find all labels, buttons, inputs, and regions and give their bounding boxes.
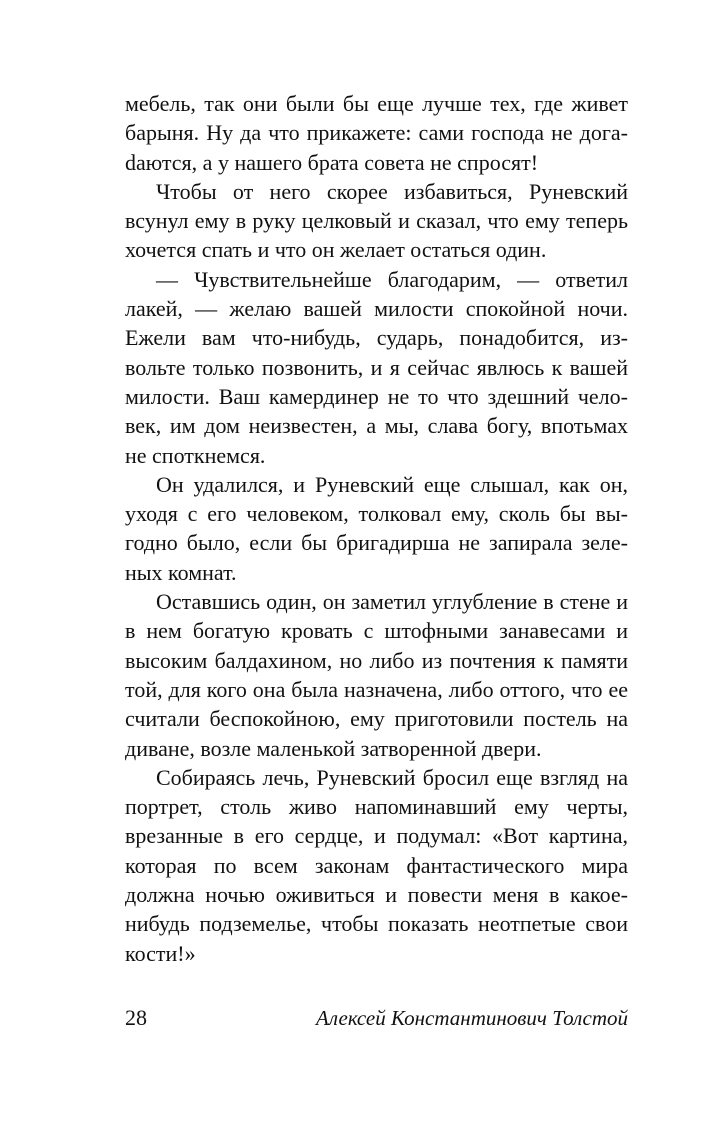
paragraph: Он удалился, и Руневский еще слышал, как он, уходя с его человеком, толковал ему, сколь бы выгодно было, если бы бригадирша не запирала зеленых комнат. bbox=[125, 471, 628, 585]
paragraph: — Чувствительнейше благодарим, — ответил лакей, — желаю вашей милости спокойной ночи. Ежели вам что-нибудь, сударь, понадобится, извольте только позвонить, и я сейчас явлюсь к вашей милости. Ваш камердинер не то что здешний человек, им дом неизвестен, а мы, слава богу, впотьмах не споткнемся. bbox=[125, 266, 628, 468]
page-footer bbox=[125, 1004, 628, 1032]
paragraph: Чтобы от него скорее избавиться, Руневский всунул ему в руку целковый и сказал, что ему теперь хочется спать и что он желает остаться один. bbox=[125, 178, 628, 263]
running-head-author: Алексей Константинович Толстой bbox=[316, 1006, 628, 1030]
body-text bbox=[125, 89, 628, 968]
paragraph: мебель, так они были бы еще лучше тех, где живет барыня. Ну да что прикажете: сами господа не догаdаются, а у нашего брата совета не спросят! bbox=[125, 91, 628, 175]
paragraph: Оставшись один, он заметил углубление в стене и в нем богатую кровать с штофными занавесами и высоким балдахином, но либо из почтения к памяти той, для кого она была назначена, либо оттого, что ее считали беспокойною, ему приготовили постель на диване, возле маленькой затворенной двери. bbox=[125, 589, 628, 761]
page-number: 28 bbox=[125, 1005, 147, 1030]
paragraph: Собираясь лечь, Руневский бросил еще взгляд на портрет, столь живо напоминавший ему черты, врезанные в его сердце, и подумал: «Вот картина, которая по всем законам фантастического мира должна ночью оживиться и повести меня в какое-нибудь подземелье, чтобы показать неотпетые свои кости!» bbox=[125, 764, 628, 966]
